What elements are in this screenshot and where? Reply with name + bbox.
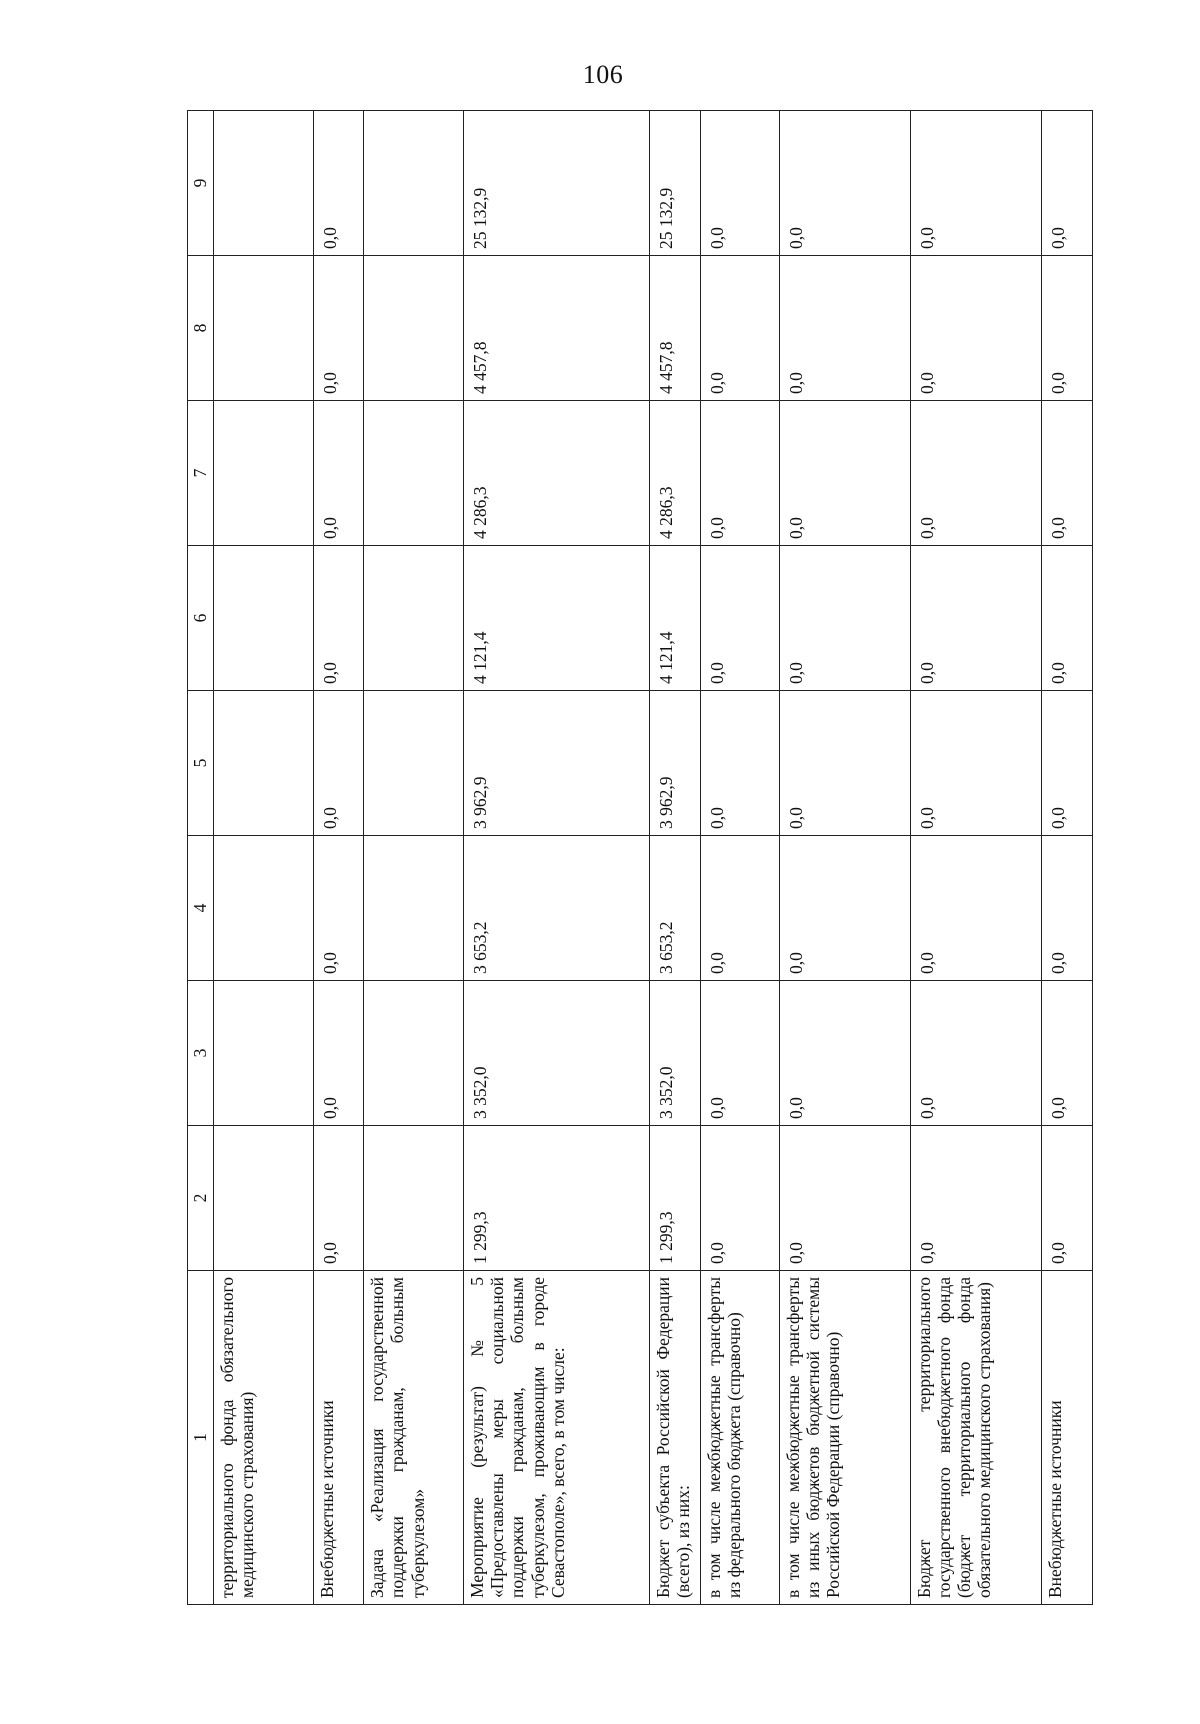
table-cell: 0,0 [911, 981, 1042, 1126]
table-cell: 0,0 [313, 836, 363, 981]
table-cell: 4 286,3 [650, 401, 700, 546]
table-cell: 0,0 [700, 1126, 779, 1271]
table-cell: 0,0 [779, 981, 910, 1126]
table-cell: 25 132,9 [464, 111, 650, 256]
table-cell [364, 256, 464, 401]
table-cell [214, 401, 314, 546]
table-cell: 0,0 [313, 546, 363, 691]
table-cell: 0,0 [313, 981, 363, 1126]
table-cell: 4 121,4 [464, 546, 650, 691]
table-cell [364, 401, 464, 546]
table-cell: 0,0 [779, 1126, 910, 1271]
table-cell: 25 132,9 [650, 111, 700, 256]
column-header: 1 [188, 1271, 214, 1605]
table-cell: 0,0 [911, 691, 1042, 836]
row-label: в том числе межбюджетные трансферты из федерального бюджета (справочно) [700, 1271, 779, 1605]
row-label: Мероприятие (результат) № 5 «Предоставлены меры социальной поддержки гражданам, больным туберкулезом, проживающим в городе Севастополе», всего, в том числе: [464, 1271, 650, 1605]
table-cell: 1 299,3 [464, 1126, 650, 1271]
row-label: Бюджет субъекта Российской Федерации (всего), из них: [650, 1271, 700, 1605]
table-cell: 3 653,2 [464, 836, 650, 981]
column-header: 3 [188, 981, 214, 1126]
table-cell: 0,0 [779, 546, 910, 691]
column-header: 4 [188, 836, 214, 981]
table-cell [214, 836, 314, 981]
budget-table [187, 110, 1093, 1605]
column-header: 5 [188, 691, 214, 836]
table-cell: 0,0 [1042, 401, 1093, 546]
row-label: в том числе межбюджетные трансферты из иных бюджетов бюджетной системы Российской Федерации (справочно) [779, 1271, 910, 1605]
table-cell [364, 111, 464, 256]
table-cell: 0,0 [911, 1126, 1042, 1271]
table-cell: 0,0 [313, 401, 363, 546]
table-cell: 4 286,3 [464, 401, 650, 546]
table-row [313, 111, 363, 1605]
row-label: Задача «Реализация государственной поддержки гражданам, больным туберкулезом» [364, 1271, 464, 1605]
table-cell: 0,0 [911, 836, 1042, 981]
column-header: 8 [188, 256, 214, 401]
table-cell: 0,0 [313, 691, 363, 836]
table-cell: 0,0 [1042, 836, 1093, 981]
column-header: 9 [188, 111, 214, 256]
header-row [188, 111, 214, 1605]
table-cell: 3 352,0 [464, 981, 650, 1126]
table-row [911, 111, 1042, 1605]
page-number: 106 [582, 60, 624, 89]
table-cell: 3 962,9 [464, 691, 650, 836]
table-cell: 0,0 [1042, 691, 1093, 836]
table-cell: 0,0 [313, 111, 363, 256]
table-cell: 0,0 [1042, 1126, 1093, 1271]
row-label: Внебюджетные источники [313, 1271, 363, 1605]
table-cell: 0,0 [911, 111, 1042, 256]
table-cell: 0,0 [779, 256, 910, 401]
table-cell: 3 653,2 [650, 836, 700, 981]
table-cell: 0,0 [779, 836, 910, 981]
table-cell [214, 256, 314, 401]
column-header: 6 [188, 546, 214, 691]
table-cell: 0,0 [700, 256, 779, 401]
table-row [464, 111, 650, 1605]
table-cell [214, 981, 314, 1126]
table-cell [214, 1126, 314, 1271]
table-cell: 0,0 [911, 546, 1042, 691]
table-cell: 0,0 [313, 1126, 363, 1271]
table-cell: 4 457,8 [464, 256, 650, 401]
table-cell: 0,0 [700, 546, 779, 691]
table-cell: 0,0 [779, 691, 910, 836]
table-cell: 4 457,8 [650, 256, 700, 401]
table-cell: 0,0 [700, 401, 779, 546]
column-header: 2 [188, 1126, 214, 1271]
table-cell [214, 546, 314, 691]
table-cell: 0,0 [700, 691, 779, 836]
table-cell: 0,0 [700, 981, 779, 1126]
table-row [1042, 111, 1093, 1605]
table-cell: 4 121,4 [650, 546, 700, 691]
table-cell [214, 691, 314, 836]
row-label: Внебюджетные источники [1042, 1271, 1093, 1605]
table-cell: 0,0 [779, 401, 910, 546]
table-cell: 0,0 [700, 111, 779, 256]
table-cell [214, 111, 314, 256]
table-cell: 0,0 [1042, 256, 1093, 401]
table-row [214, 111, 314, 1605]
table-row [364, 111, 464, 1605]
table-cell: 0,0 [911, 401, 1042, 546]
table-cell: 3 352,0 [650, 981, 700, 1126]
table-cell [364, 981, 464, 1126]
budget-table-rotated [187, 110, 1093, 1605]
table-cell: 0,0 [1042, 546, 1093, 691]
table-row [779, 111, 910, 1605]
table-cell: 0,0 [700, 836, 779, 981]
table-cell: 0,0 [1042, 111, 1093, 256]
table-cell [364, 1126, 464, 1271]
table-cell [364, 836, 464, 981]
table-cell [364, 546, 464, 691]
table-cell: 0,0 [911, 256, 1042, 401]
table-cell: 0,0 [779, 111, 910, 256]
table-cell: 1 299,3 [650, 1126, 700, 1271]
table-cell: 0,0 [313, 256, 363, 401]
table-row [700, 111, 779, 1605]
table-row [650, 111, 700, 1605]
table-cell [364, 691, 464, 836]
table-cell: 0,0 [1042, 981, 1093, 1126]
row-label: Бюджет территориального государственного внебюджетного фонда (бюджет территориального фонда обязательного медицинского страхования) [911, 1271, 1042, 1605]
table-cell: 3 962,9 [650, 691, 700, 836]
column-header: 7 [188, 401, 214, 546]
row-label: территориального фонда обязательного медицинского страхования) [214, 1271, 314, 1605]
